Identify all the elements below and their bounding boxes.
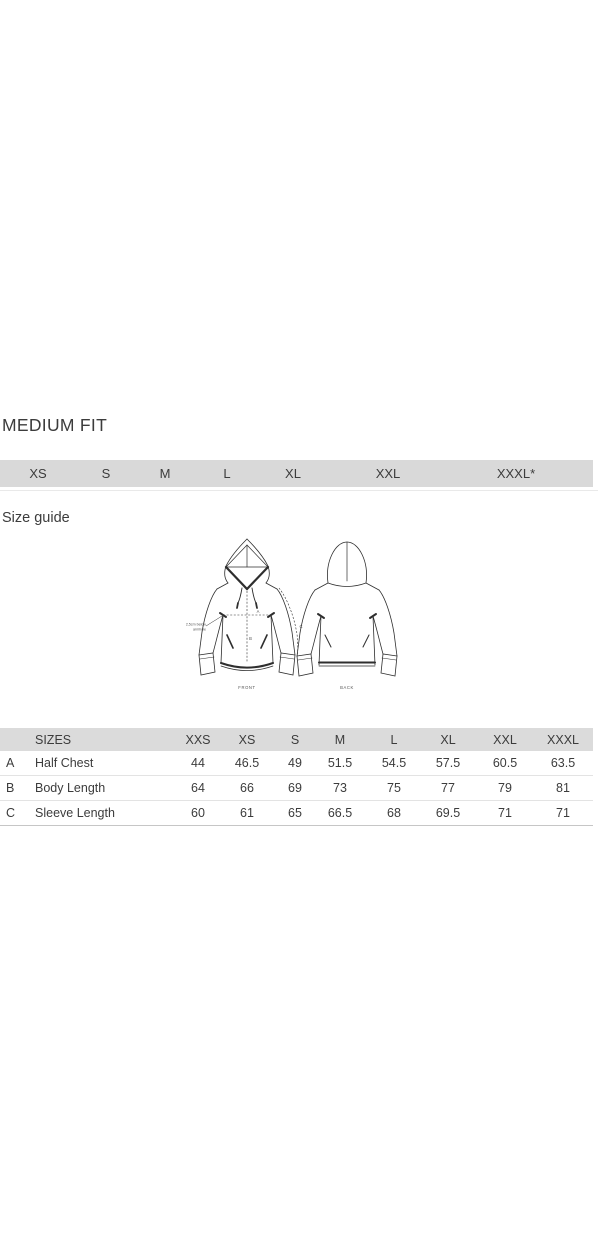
hoodie-technical-drawing [168, 536, 414, 696]
sleeve-length-xl: 69.5 [435, 806, 461, 820]
size-option-s[interactable]: S [101, 466, 111, 481]
sleeve-length-m: 66.5 [327, 806, 353, 820]
annotation-leader-line [206, 616, 222, 626]
row-label: Body Length [35, 781, 106, 795]
column-header-xxl: XXL [493, 732, 517, 747]
size-bar-shadow [0, 490, 598, 491]
size-option-xxxl[interactable]: XXXL* [496, 466, 536, 481]
table-row-body-length [0, 775, 593, 800]
table-row-sleeve-length [0, 800, 593, 825]
table-row-half-chest [0, 751, 593, 775]
half-chest-m: 51.5 [327, 756, 353, 770]
body-length-l: 75 [387, 781, 401, 795]
half-chest-s: 49 [288, 756, 302, 770]
column-header-xs: XS [238, 732, 256, 747]
size-table [0, 728, 593, 826]
column-header-xxs: XXS [185, 732, 211, 747]
row-label: Sleeve Length [35, 806, 115, 820]
front-view-label: FRONT [238, 685, 256, 690]
size-option-xxl[interactable]: XXL [375, 466, 401, 481]
body-length-m: 73 [333, 781, 347, 795]
column-header-l: L [390, 732, 398, 747]
row-key: A [6, 756, 15, 770]
sleeve-length-s: 65 [288, 806, 302, 820]
sleeve-length-xxs: 60 [191, 806, 205, 820]
body-length-xs: 66 [240, 781, 254, 795]
size-option-l[interactable]: L [223, 466, 231, 481]
size-option-xl[interactable]: XL [285, 466, 301, 481]
sleeve-length-xxxl: 71 [556, 806, 570, 820]
half-chest-xxl: 60.5 [492, 756, 518, 770]
size-selector-bar [0, 460, 593, 487]
half-chest-xs: 46.5 [234, 756, 260, 770]
body-length-xxs: 64 [191, 781, 205, 795]
body-length-s: 69 [288, 781, 302, 795]
measure-marker-b: B [249, 636, 252, 641]
annotation-line2: armhole [193, 627, 206, 632]
column-header-sizes: SIZES [35, 732, 72, 747]
hoodie-back-drawing [297, 542, 397, 676]
annotation-line1: 2,5cm below [185, 622, 206, 627]
row-label: Half Chest [35, 756, 94, 770]
row-key: B [6, 781, 15, 795]
size-guide-label: Size guide [2, 510, 70, 526]
column-header-m: M [334, 732, 346, 747]
fit-heading: MEDIUM FIT [2, 415, 108, 435]
half-chest-xxs: 44 [191, 756, 205, 770]
half-chest-xl: 57.5 [435, 756, 461, 770]
column-header-s: S [290, 732, 300, 747]
body-length-xxxl: 81 [556, 781, 570, 795]
measure-line-c [279, 588, 298, 657]
measure-marker-c: C [299, 624, 303, 629]
size-option-m[interactable]: M [159, 466, 171, 481]
sleeve-length-xxl: 71 [498, 806, 512, 820]
measure-marker-a: A [256, 609, 260, 614]
body-length-xxl: 79 [498, 781, 512, 795]
row-key: C [6, 806, 16, 820]
sleeve-length-xs: 61 [240, 806, 254, 820]
size-option-xs[interactable]: XS [29, 466, 47, 481]
column-header-xxxl: XXXL [547, 732, 579, 747]
back-view-label: BACK [340, 685, 354, 690]
column-header-xl: XL [440, 732, 456, 747]
body-length-xl: 77 [441, 781, 455, 795]
sleeve-length-l: 68 [387, 806, 401, 820]
half-chest-xxxl: 63.5 [550, 756, 576, 770]
half-chest-l: 54.5 [381, 756, 407, 770]
measurement-lines [186, 588, 303, 663]
size-table-header-row [0, 728, 593, 751]
